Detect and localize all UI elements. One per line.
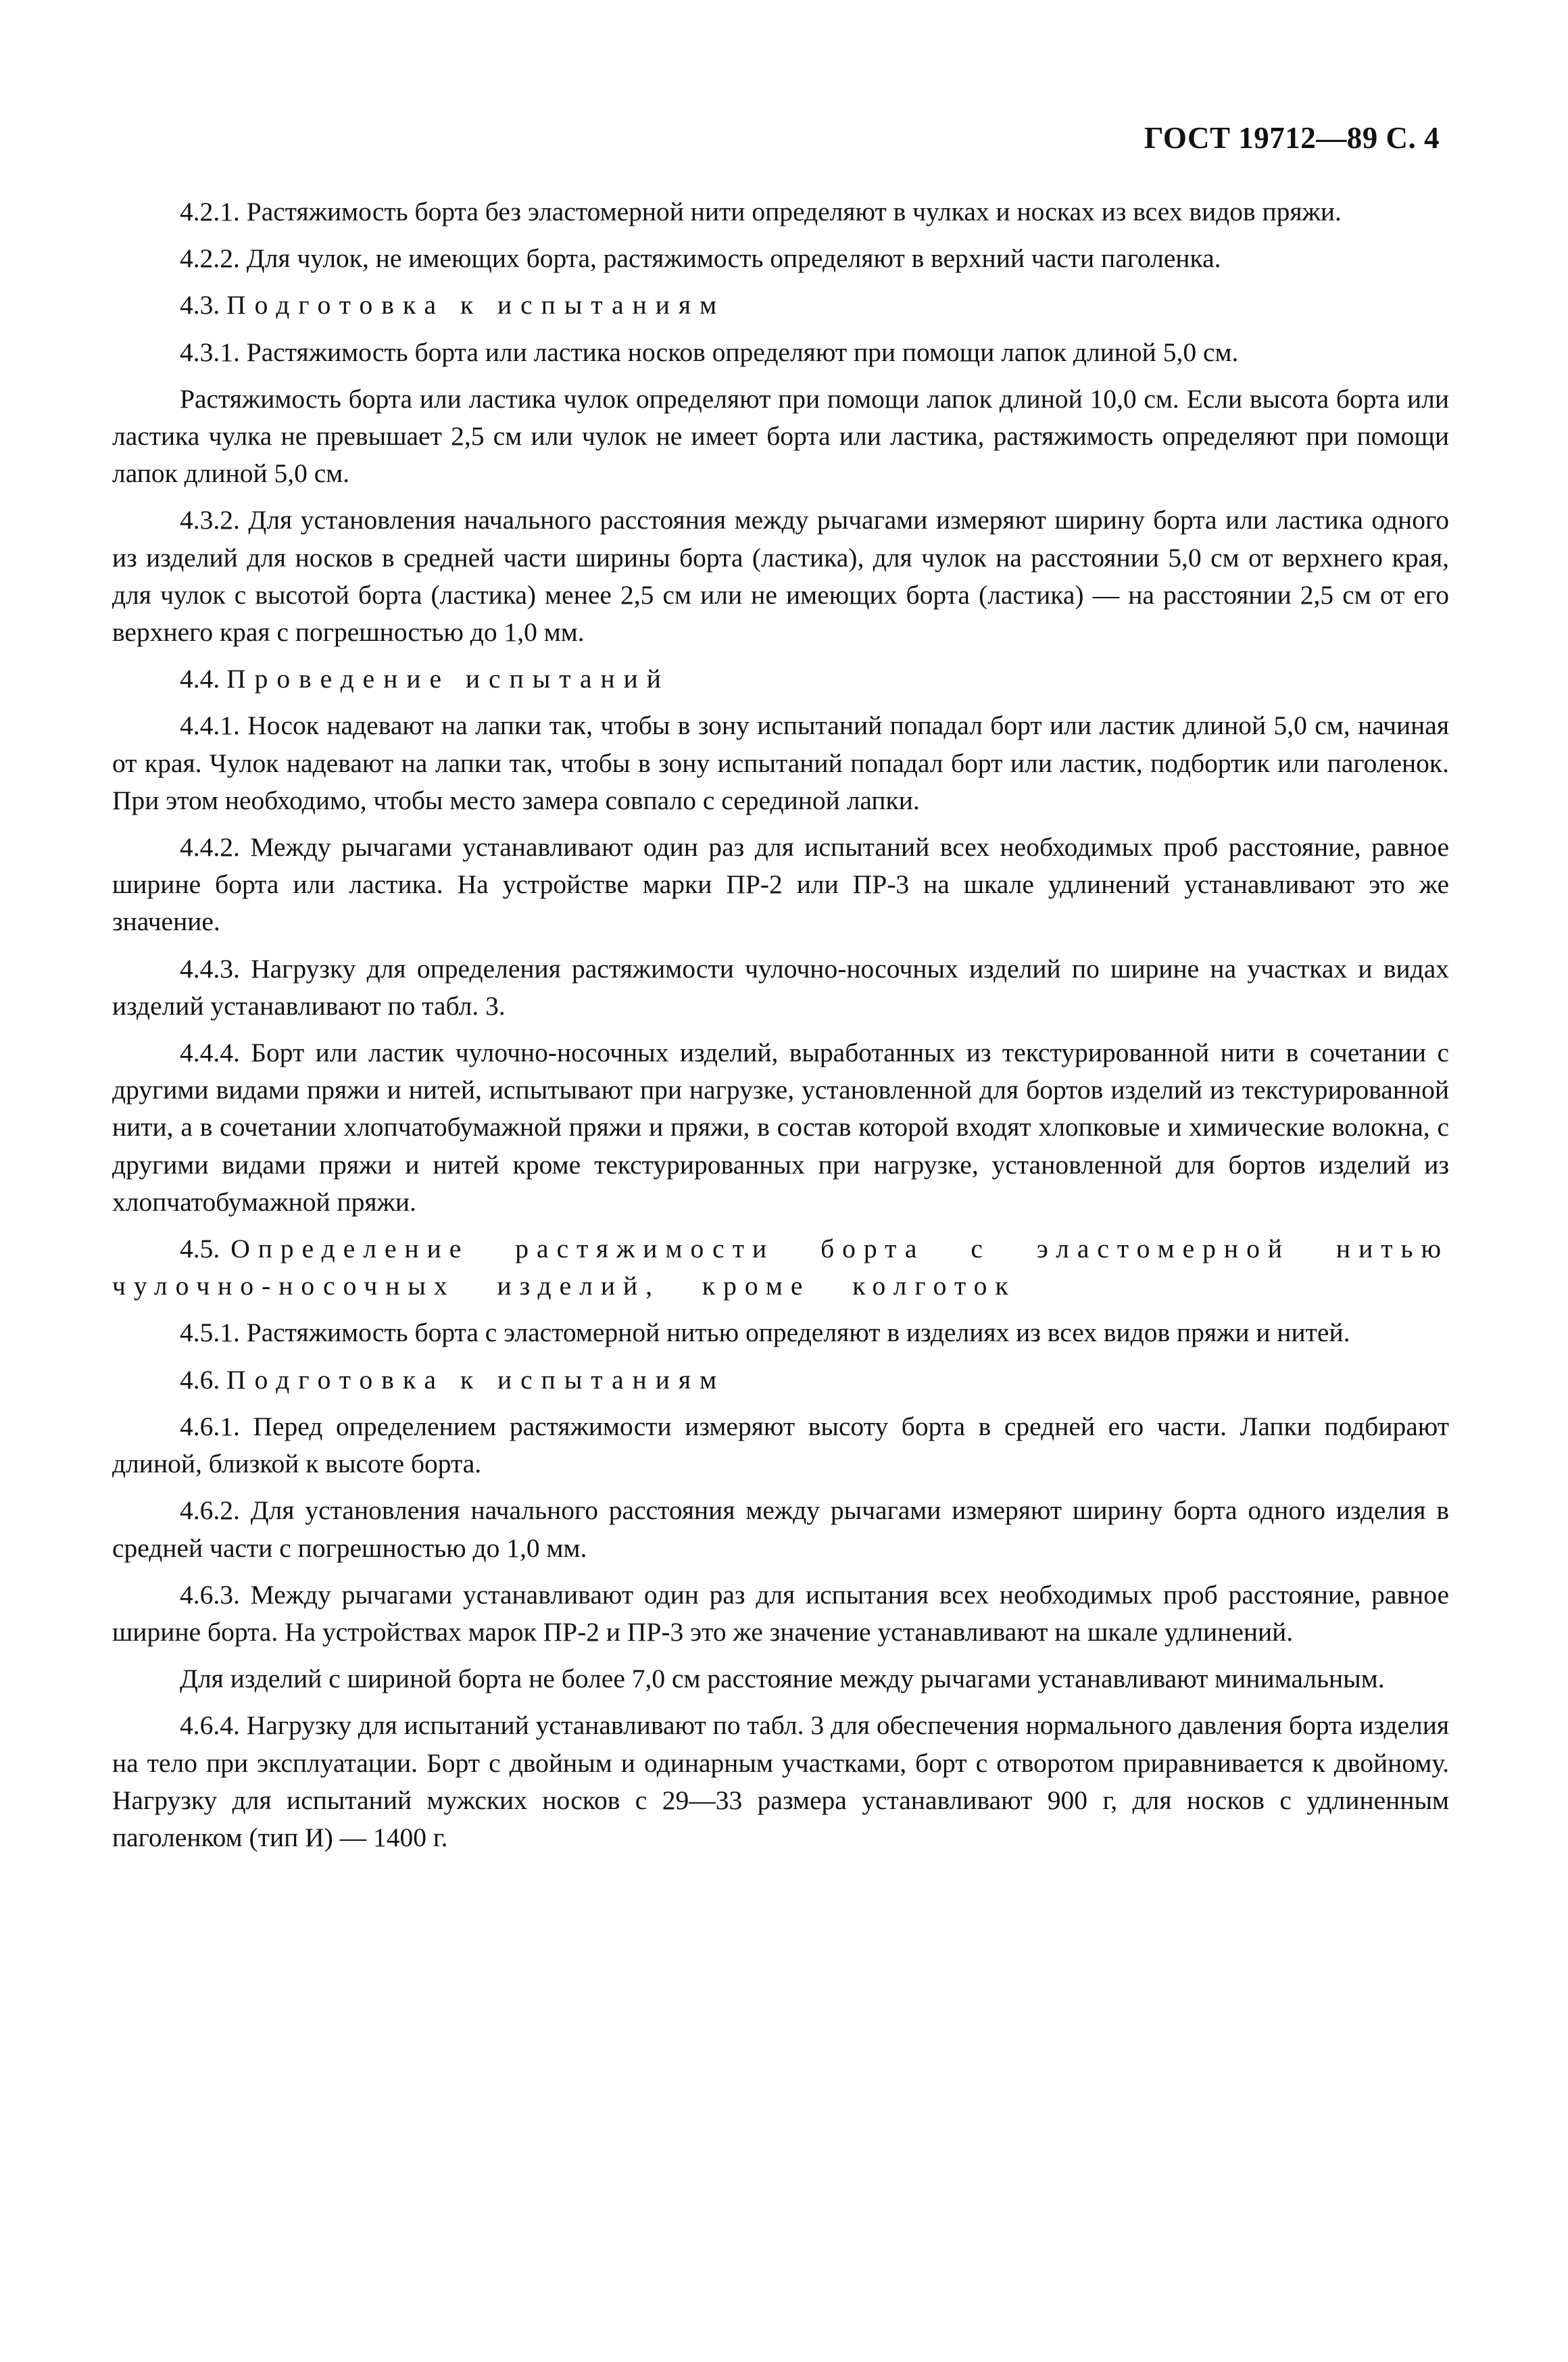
paragraph-4-6-2: 4.6.2. Для установления начального расстояния между рычагами измеряют ширину борта одного изделия в средней части с погрешностью до 1,0 мм.	[112, 1495, 1449, 1563]
paragraph-4-6-1: 4.6.1. Перед определением растяжимости измеряют высоту борта в средней его части. Лапки подбирают длиной, близкой к высоте борта.	[112, 1411, 1449, 1479]
paragraph-4-6-4: 4.6.4. Нагрузку для испытаний устанавливают по табл. 3 для обеспечения нормального давления борта изделия на тело при эксплуатации. Борт с двойным и одинарным участками, борт с отворотом приравнивается к двойному. Нагрузку для испытаний мужских носков с 29—33 размера устанавливают 900 г, для носков с удлиненным паголенком (тип И) — 1400 г.	[112, 1710, 1449, 1852]
section-title: Подготовка к испытаниям	[226, 1364, 726, 1395]
section-heading-4-4	[112, 660, 1449, 698]
page-header: ГОСТ 19712—89 С. 4	[1144, 121, 1440, 155]
section-number: 4.6.	[180, 1364, 220, 1395]
paragraph-4-2-2: 4.2.2. Для чулок, не имеющих борта, растяжимость определяют в верхний части паголенка.	[180, 243, 1221, 274]
section-number: 4.3.	[180, 290, 220, 320]
paragraph-4-4-4: 4.4.4. Борт или ластик чулочно-носочных изделий, выработанных из текстурированной нити в сочетании с другими видами пряжи и нитей, испытывают при нагрузке, установленной для бортов изделий из текстурированной нити, а в сочетании хлопчатобумажной пряжи и пряжи, в состав которой входят хлопковые и химические волокна, с другими видами пряжи и нитей кроме текстурированных при нагрузке, установленной для бортов изделий из хлопчатобумажной пряжи.	[112, 1038, 1449, 1217]
document-body	[112, 193, 1449, 1856]
section-title: Определение растяжимости борта с эластомерной нитью чулочно-носочных изделий, кроме колготок	[112, 1234, 1449, 1301]
paragraph-4-4-3: 4.4.3. Нагрузку для определения растяжимости чулочно-носочных изделий по ширине на участках и видах изделий устанавливают по табл. 3.	[112, 953, 1449, 1021]
paragraph-4-3-1-continued: Растяжимость борта или ластика чулок определяют при помощи лапок длиной 10,0 см. Если высота борта или ластика чулка не превышает 2,5 см или чулок не имеет борта или ластика, растяжимость определяют при помощи лапок длиной 5,0 см.	[112, 383, 1449, 489]
section-title: Подготовка к испытаниям	[226, 290, 726, 320]
paragraph-4-3-2: 4.3.2. Для установления начального расстояния между рычагами измеряют ширину борта или ластика одного из изделий для носков в средней части ширины борта (ластика), для чулок на расстоянии 5,0 см от верхнего края, для чулок с высотой борта (ластика) менее 2,5 см или не имеющих борта (ластика) — на расстоянии 2,5 см от его верхнего края с погрешностью до 1,0 мм.	[112, 505, 1449, 648]
section-title: Проведение испытаний	[226, 664, 670, 694]
paragraph-4-4-2: 4.4.2. Между рычагами устанавливают один раз для испытаний всех необходимых проб расстояние, равное ширине борта или ластика. На устройстве марки ПР-2 или ПР-3 на шкале удлинений устанавливают это же значение.	[112, 832, 1449, 937]
paragraph-4-2-1: 4.2.1. Растяжимость борта без эластомерной нити определяют в чулках и носках из всех видов пряжи.	[180, 197, 1342, 226]
section-heading-4-5	[112, 1230, 1449, 1305]
paragraph-4-4-1: 4.4.1. Носок надевают на лапки так, чтобы в зону испытаний попадал борт или ластик длиной 5,0 см, начиная от края. Чулок надевают на лапки так, чтобы в зону испытаний попадал борт или ластик, подбортик или паголенок. При этом необходимо, чтобы место замера совпало с серединой лапки.	[112, 710, 1449, 815]
paragraph-4-6-3-continued: Для изделий с шириной борта не более 7,0 см расстояние между рычагами устанавливают минимальным.	[180, 1664, 1385, 1694]
paragraph-4-6-3: 4.6.3. Между рычагами устанавливают один раз для испытания всех необходимых проб расстояние, равное ширине борта. На устройствах марок ПР-2 и ПР-3 это же значение устанавливают на шкале удлинений.	[112, 1579, 1449, 1647]
section-number: 4.5.	[180, 1234, 220, 1264]
paragraph-4-5-1: 4.5.1. Растяжимость борта с эластомерной нитью определяют в изделиях из всех видов пряжи и нитей.	[180, 1318, 1350, 1348]
paragraph-4-3-1: 4.3.1. Растяжимость борта или ластика носков определяют при помощи лапок длиной 5,0 см.	[180, 337, 1239, 367]
section-heading-4-6	[112, 1361, 1449, 1399]
section-number: 4.4.	[180, 664, 220, 694]
section-heading-4-3	[112, 287, 1449, 324]
